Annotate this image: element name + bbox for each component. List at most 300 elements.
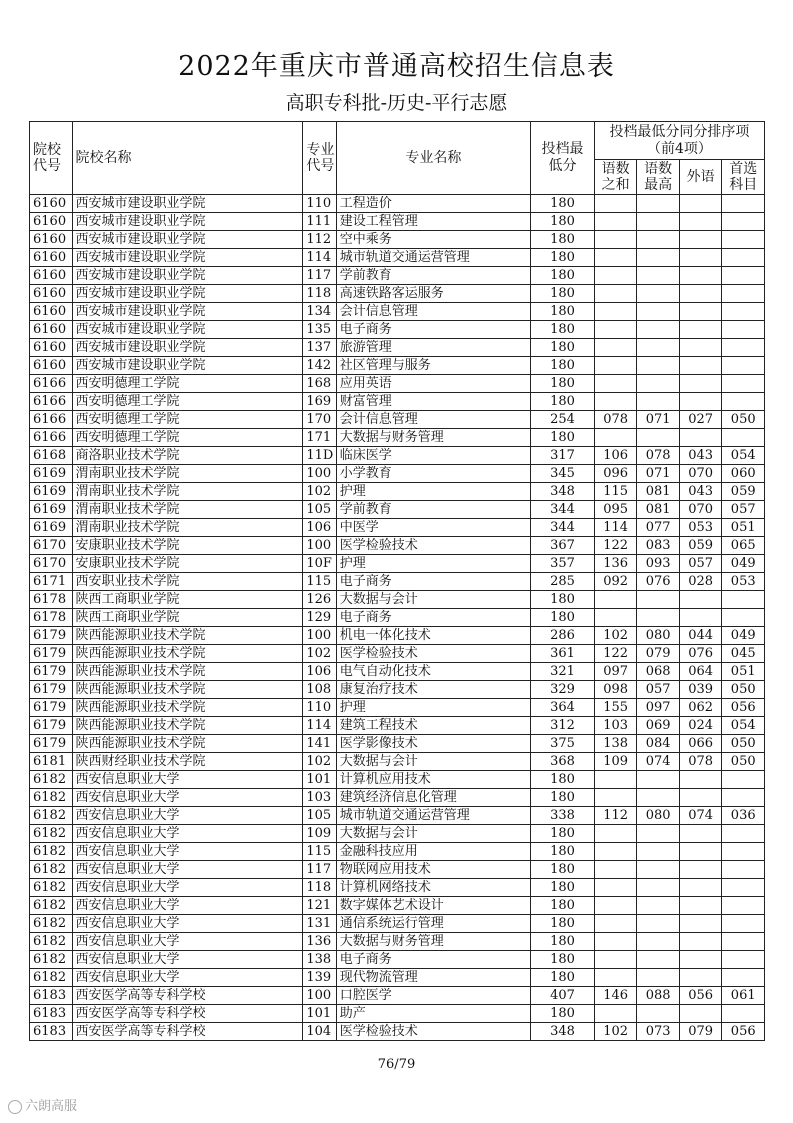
header-school-code: 院校代号 (30, 122, 73, 195)
cell-min-score: 375 (531, 735, 595, 753)
cell-school-code: 6160 (30, 303, 73, 321)
cell-min-score: 180 (531, 393, 595, 411)
cell-first-subject (722, 249, 765, 267)
cell-school-name: 西安明德理工学院 (72, 429, 303, 447)
cell-yushu-sum (594, 231, 637, 249)
cell-first-subject (722, 393, 765, 411)
table-row (30, 753, 765, 771)
cell-english (679, 231, 722, 249)
cell-major-code: 105 (303, 807, 336, 825)
cell-min-score: 321 (531, 663, 595, 681)
cell-school-code: 6182 (30, 843, 73, 861)
table-row (30, 483, 765, 501)
cell-min-score: 180 (531, 951, 595, 969)
cell-school-name: 西安信息职业大学 (72, 843, 303, 861)
table-row (30, 501, 765, 519)
cell-major-name: 机电一体化技术 (336, 627, 530, 645)
cell-english (679, 375, 722, 393)
table-row (30, 717, 765, 735)
cell-first-subject: 050 (722, 753, 765, 771)
cell-major-code: 108 (303, 681, 336, 699)
table-row (30, 645, 765, 663)
cell-school-code: 6160 (30, 249, 73, 267)
cell-min-score: 329 (531, 681, 595, 699)
cell-english: 027 (679, 411, 722, 429)
cell-english (679, 267, 722, 285)
cell-english: 064 (679, 663, 722, 681)
admission-table (29, 121, 765, 1041)
cell-major-name: 学前教育 (336, 501, 530, 519)
cell-school-name: 西安信息职业大学 (72, 933, 303, 951)
cell-major-code: 142 (303, 357, 336, 375)
cell-yushu-max: 076 (637, 573, 680, 591)
cell-yushu-sum (594, 915, 637, 933)
cell-first-subject: 059 (722, 483, 765, 501)
cell-min-score: 180 (531, 789, 595, 807)
cell-first-subject (722, 231, 765, 249)
cell-school-code: 6182 (30, 825, 73, 843)
cell-english (679, 195, 722, 213)
cell-yushu-sum (594, 375, 637, 393)
cell-major-name: 护理 (336, 483, 530, 501)
cell-min-score: 180 (531, 231, 595, 249)
cell-yushu-sum (594, 843, 637, 861)
cell-major-code: 134 (303, 303, 336, 321)
cell-major-code: 121 (303, 897, 336, 915)
cell-english: 044 (679, 627, 722, 645)
table-row (30, 609, 765, 627)
table-row (30, 555, 765, 573)
cell-yushu-max (637, 969, 680, 987)
cell-school-code: 6182 (30, 897, 73, 915)
cell-yushu-max (637, 951, 680, 969)
cell-yushu-max (637, 825, 680, 843)
table-row (30, 879, 765, 897)
cell-yushu-sum: 106 (594, 447, 637, 465)
cell-major-code: 102 (303, 483, 336, 501)
cell-major-name: 城市轨道交通运营管理 (336, 249, 530, 267)
cell-first-subject (722, 267, 765, 285)
cell-major-code: 106 (303, 519, 336, 537)
table-row (30, 321, 765, 339)
cell-yushu-max (637, 375, 680, 393)
page-subtitle: 高职专科批-历史-平行志愿 (285, 92, 508, 114)
cell-english: 070 (679, 465, 722, 483)
cell-school-code: 6182 (30, 807, 73, 825)
cell-english (679, 951, 722, 969)
cell-school-name: 渭南职业技术学院 (72, 465, 303, 483)
cell-min-score: 180 (531, 969, 595, 987)
cell-school-name: 渭南职业技术学院 (72, 519, 303, 537)
cell-school-code: 6179 (30, 717, 73, 735)
cell-yushu-max: 068 (637, 663, 680, 681)
cell-school-code: 6160 (30, 195, 73, 213)
cell-min-score: 180 (531, 321, 595, 339)
cell-yushu-sum: 122 (594, 645, 637, 663)
cell-school-code: 6182 (30, 951, 73, 969)
cell-yushu-sum: 098 (594, 681, 637, 699)
cell-school-name: 渭南职业技术学院 (72, 501, 303, 519)
cell-first-subject (722, 195, 765, 213)
cell-yushu-max (637, 861, 680, 879)
cell-yushu-sum (594, 825, 637, 843)
cell-school-code: 6171 (30, 573, 73, 591)
cell-major-code: 129 (303, 609, 336, 627)
cell-min-score: 180 (531, 825, 595, 843)
cell-school-code: 6160 (30, 213, 73, 231)
table-row (30, 987, 765, 1005)
cell-yushu-max: 078 (637, 447, 680, 465)
cell-school-code: 6166 (30, 429, 73, 447)
cell-first-subject (722, 1005, 765, 1023)
cell-school-name: 陕西能源职业技术学院 (72, 663, 303, 681)
cell-major-name: 应用英语 (336, 375, 530, 393)
table-row (30, 735, 765, 753)
cell-school-name: 西安信息职业大学 (72, 915, 303, 933)
cell-min-score: 180 (531, 771, 595, 789)
cell-school-name: 西安信息职业大学 (72, 807, 303, 825)
table-row (30, 627, 765, 645)
cell-yushu-sum (594, 969, 637, 987)
cell-english: 078 (679, 753, 722, 771)
cell-school-name: 西安城市建设职业学院 (72, 267, 303, 285)
cell-yushu-sum (594, 771, 637, 789)
cell-first-subject: 051 (722, 519, 765, 537)
cell-yushu-sum (594, 321, 637, 339)
cell-school-name: 陕西能源职业技术学院 (72, 645, 303, 663)
cell-major-code: 102 (303, 753, 336, 771)
cell-yushu-sum: 109 (594, 753, 637, 771)
cell-english (679, 303, 722, 321)
cell-school-name: 西安医学高等专科学校 (72, 1023, 303, 1041)
cell-major-code: 100 (303, 627, 336, 645)
cell-yushu-max: 088 (637, 987, 680, 1005)
cell-first-subject: 053 (722, 573, 765, 591)
cell-school-code: 6160 (30, 339, 73, 357)
cell-min-score: 338 (531, 807, 595, 825)
cell-school-code: 6170 (30, 537, 73, 555)
table-row (30, 681, 765, 699)
cell-min-score: 180 (531, 1005, 595, 1023)
table-row (30, 771, 765, 789)
cell-yushu-max (637, 231, 680, 249)
cell-first-subject: 049 (722, 555, 765, 573)
cell-first-subject: 065 (722, 537, 765, 555)
cell-school-name: 西安职业技术学院 (72, 573, 303, 591)
cell-min-score: 407 (531, 987, 595, 1005)
cell-school-name: 西安信息职业大学 (72, 969, 303, 987)
cell-yushu-max (637, 915, 680, 933)
cell-major-code: 110 (303, 195, 336, 213)
cell-major-code: 131 (303, 915, 336, 933)
cell-yushu-sum (594, 285, 637, 303)
table-row (30, 249, 765, 267)
cell-yushu-max (637, 195, 680, 213)
cell-min-score: 180 (531, 303, 595, 321)
cell-first-subject: 036 (722, 807, 765, 825)
cell-min-score: 367 (531, 537, 595, 555)
cell-first-subject (722, 951, 765, 969)
cell-english: 056 (679, 987, 722, 1005)
cell-english (679, 357, 722, 375)
table-row (30, 951, 765, 969)
cell-major-code: 112 (303, 231, 336, 249)
cell-school-code: 6179 (30, 735, 73, 753)
cell-school-name: 西安城市建设职业学院 (72, 249, 303, 267)
cell-english (679, 321, 722, 339)
cell-min-score: 348 (531, 483, 595, 501)
table-row (30, 375, 765, 393)
cell-english (679, 825, 722, 843)
table-row (30, 897, 765, 915)
cell-english (679, 861, 722, 879)
cell-yushu-max (637, 933, 680, 951)
table-row (30, 663, 765, 681)
cell-major-name: 中医学 (336, 519, 530, 537)
cell-major-code: 111 (303, 213, 336, 231)
cell-yushu-sum (594, 951, 637, 969)
cell-yushu-sum (594, 861, 637, 879)
table-row (30, 537, 765, 555)
cell-min-score: 312 (531, 717, 595, 735)
cell-yushu-max: 074 (637, 753, 680, 771)
cell-yushu-max: 069 (637, 717, 680, 735)
cell-yushu-sum (594, 609, 637, 627)
cell-min-score: 180 (531, 375, 595, 393)
cell-major-code: 118 (303, 285, 336, 303)
cell-major-name: 旅游管理 (336, 339, 530, 357)
table-row (30, 933, 765, 951)
cell-major-name: 大数据与会计 (336, 825, 530, 843)
cell-english (679, 915, 722, 933)
cell-first-subject (722, 213, 765, 231)
cell-major-name: 康复治疗技术 (336, 681, 530, 699)
cell-school-name: 西安信息职业大学 (72, 861, 303, 879)
cell-school-code: 6182 (30, 861, 73, 879)
cell-yushu-max (637, 897, 680, 915)
cell-yushu-max (637, 339, 680, 357)
cell-first-subject (722, 969, 765, 987)
header-first-subject: 首选科目 (722, 160, 765, 195)
cell-yushu-max (637, 321, 680, 339)
cell-first-subject: 057 (722, 501, 765, 519)
page-number: 76/79 (377, 1057, 416, 1072)
cell-school-name: 西安明德理工学院 (72, 411, 303, 429)
cell-major-name: 大数据与会计 (336, 753, 530, 771)
cell-first-subject (722, 357, 765, 375)
cell-first-subject: 054 (722, 717, 765, 735)
cell-first-subject (722, 591, 765, 609)
cell-yushu-max: 080 (637, 627, 680, 645)
cell-major-name: 医学检验技术 (336, 537, 530, 555)
cell-school-name: 陕西财经职业技术学院 (72, 753, 303, 771)
header-tiebreak-group: 投档最低分同分排序项（前4项） (594, 122, 764, 160)
cell-school-code: 6183 (30, 1005, 73, 1023)
cell-school-name: 陕西工商职业学院 (72, 609, 303, 627)
watermark-text: 六朗高服 (25, 1099, 78, 1114)
cell-major-code: 169 (303, 393, 336, 411)
cell-major-name: 电气自动化技术 (336, 663, 530, 681)
cell-yushu-sum (594, 267, 637, 285)
cell-yushu-sum (594, 429, 637, 447)
cell-major-name: 医学影像技术 (336, 735, 530, 753)
table-row (30, 195, 765, 213)
cell-first-subject (722, 375, 765, 393)
cell-school-code: 6182 (30, 933, 73, 951)
cell-min-score: 254 (531, 411, 595, 429)
cell-yushu-max: 097 (637, 699, 680, 717)
cell-major-name: 大数据与会计 (336, 591, 530, 609)
cell-english (679, 609, 722, 627)
cell-major-code: 118 (303, 879, 336, 897)
cell-yushu-sum (594, 879, 637, 897)
cell-english (679, 789, 722, 807)
cell-school-name: 陕西能源职业技术学院 (72, 681, 303, 699)
cell-major-code: 104 (303, 1023, 336, 1041)
cell-school-name: 安康职业技术学院 (72, 555, 303, 573)
cell-english: 074 (679, 807, 722, 825)
cell-first-subject: 051 (722, 663, 765, 681)
cell-english: 057 (679, 555, 722, 573)
cell-major-code: 170 (303, 411, 336, 429)
cell-yushu-sum (594, 591, 637, 609)
cell-english: 079 (679, 1023, 722, 1041)
table-row (30, 969, 765, 987)
cell-first-subject (722, 933, 765, 951)
cell-first-subject: 045 (722, 645, 765, 663)
cell-yushu-sum: 146 (594, 987, 637, 1005)
cell-major-code: 102 (303, 645, 336, 663)
cell-first-subject: 056 (722, 699, 765, 717)
cell-first-subject (722, 825, 765, 843)
cell-major-code: 11D (303, 447, 336, 465)
cell-english (679, 1005, 722, 1023)
cell-yushu-max (637, 1005, 680, 1023)
cell-school-code: 6168 (30, 447, 73, 465)
cell-yushu-sum: 078 (594, 411, 637, 429)
cell-major-code: 109 (303, 825, 336, 843)
cell-school-code: 6170 (30, 555, 73, 573)
cell-school-name: 西安医学高等专科学校 (72, 1005, 303, 1023)
cell-yushu-max: 081 (637, 483, 680, 501)
cell-english: 028 (679, 573, 722, 591)
cell-first-subject (722, 339, 765, 357)
cell-major-code: 136 (303, 933, 336, 951)
header-english: 外语 (679, 160, 722, 195)
cell-major-code: 171 (303, 429, 336, 447)
table-row (30, 1005, 765, 1023)
cell-yushu-sum (594, 1005, 637, 1023)
cell-min-score: 180 (531, 843, 595, 861)
cell-school-name: 西安信息职业大学 (72, 951, 303, 969)
cell-school-code: 6183 (30, 987, 73, 1005)
cell-major-name: 学前教育 (336, 267, 530, 285)
cell-major-code: 114 (303, 249, 336, 267)
page-title: 2022年重庆市普通高校招生信息表 (178, 51, 615, 82)
cell-school-code: 6179 (30, 699, 73, 717)
cell-english (679, 429, 722, 447)
cell-yushu-sum: 097 (594, 663, 637, 681)
cell-school-code: 6179 (30, 681, 73, 699)
cell-min-score: 180 (531, 879, 595, 897)
cell-first-subject (722, 321, 765, 339)
cell-major-code: 100 (303, 987, 336, 1005)
cell-major-name: 金融科技应用 (336, 843, 530, 861)
cell-first-subject: 050 (722, 735, 765, 753)
cell-first-subject (722, 861, 765, 879)
cell-yushu-max: 083 (637, 537, 680, 555)
cell-yushu-sum (594, 393, 637, 411)
cell-school-code: 6166 (30, 393, 73, 411)
cell-yushu-max (637, 609, 680, 627)
cell-yushu-sum (594, 195, 637, 213)
table-row (30, 789, 765, 807)
cell-school-name: 渭南职业技术学院 (72, 483, 303, 501)
cell-major-name: 社区管理与服务 (336, 357, 530, 375)
cell-first-subject (722, 915, 765, 933)
cell-major-code: 141 (303, 735, 336, 753)
header-yushu-sum: 语数之和 (594, 160, 637, 195)
table-row (30, 825, 765, 843)
cell-english: 070 (679, 501, 722, 519)
cell-yushu-max: 079 (637, 645, 680, 663)
table-row (30, 447, 765, 465)
cell-min-score: 357 (531, 555, 595, 573)
cell-major-code: 100 (303, 537, 336, 555)
cell-first-subject (722, 303, 765, 321)
cell-yushu-max (637, 357, 680, 375)
cell-first-subject: 056 (722, 1023, 765, 1041)
cell-major-name: 计算机应用技术 (336, 771, 530, 789)
cell-major-name: 财富管理 (336, 393, 530, 411)
table-row (30, 339, 765, 357)
table-row (30, 699, 765, 717)
cell-min-score: 180 (531, 933, 595, 951)
cell-min-score: 180 (531, 285, 595, 303)
cell-major-name: 物联网应用技术 (336, 861, 530, 879)
cell-major-name: 助产 (336, 1005, 530, 1023)
table-row (30, 807, 765, 825)
cell-yushu-max: 057 (637, 681, 680, 699)
cell-school-name: 西安城市建设职业学院 (72, 339, 303, 357)
header-min-score: 投档最低分 (531, 122, 595, 195)
cell-major-code: 105 (303, 501, 336, 519)
cell-school-code: 6169 (30, 465, 73, 483)
cell-major-name: 医学检验技术 (336, 645, 530, 663)
cell-min-score: 368 (531, 753, 595, 771)
cell-school-code: 6166 (30, 375, 73, 393)
cell-yushu-max (637, 267, 680, 285)
cell-major-name: 大数据与财务管理 (336, 933, 530, 951)
cell-major-name: 口腔医学 (336, 987, 530, 1005)
cell-yushu-sum: 114 (594, 519, 637, 537)
cell-major-name: 通信系统运行管理 (336, 915, 530, 933)
cell-school-code: 6182 (30, 771, 73, 789)
cell-school-code: 6183 (30, 1023, 73, 1041)
cell-first-subject (722, 771, 765, 789)
cell-english: 059 (679, 537, 722, 555)
cell-min-score: 345 (531, 465, 595, 483)
cell-english (679, 393, 722, 411)
cell-major-name: 数字媒体艺术设计 (336, 897, 530, 915)
cell-school-code: 6160 (30, 231, 73, 249)
cell-major-name: 空中乘务 (336, 231, 530, 249)
cell-first-subject (722, 897, 765, 915)
cell-school-name: 西安城市建设职业学院 (72, 285, 303, 303)
cell-major-name: 建筑工程技术 (336, 717, 530, 735)
table-row (30, 591, 765, 609)
cell-english (679, 285, 722, 303)
